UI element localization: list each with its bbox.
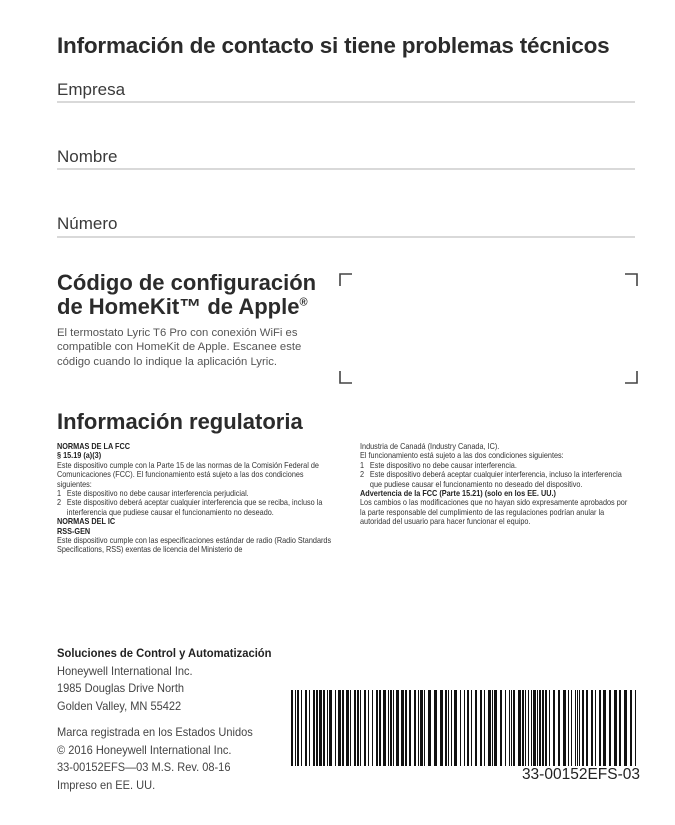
fcc-text: Este dispositivo cumple con la Parte 15 de las normas de la Comisión Federal de Comunicaciones (FCC). El funcionamiento está sujeto a las dos condiciones siguientes: bbox=[57, 460, 319, 489]
ic-heading: NORMAS DEL IC bbox=[57, 517, 116, 527]
list-item: 1 Este dispositivo no debe causar interferencia perjudicial. bbox=[57, 489, 249, 499]
field-line-nombre bbox=[57, 168, 635, 170]
printed-note: Impreso en EE. UU. bbox=[57, 777, 156, 792]
homekit-title-line1: Código de configuración bbox=[57, 270, 317, 295]
company-info bbox=[57, 645, 272, 794]
list-item: 2 Este dispositivo deberá aceptar cualquier interferencia que se reciba, incluso la interferencia que pudiese causar el funcionamiento no deseado. bbox=[57, 498, 323, 517]
company-name: Honeywell International Inc. bbox=[57, 663, 193, 678]
copyright-note: © 2016 Honeywell International Inc. bbox=[57, 742, 232, 757]
field-line-numero bbox=[57, 236, 635, 238]
code-frame-corner-tr bbox=[625, 273, 638, 286]
company-division: Soluciones de Control y Automatización bbox=[57, 646, 272, 660]
barcode bbox=[291, 690, 636, 766]
homekit-title bbox=[57, 271, 316, 319]
barcode-number: 33-00152EFS-03 bbox=[521, 766, 640, 783]
regulatory-column-right bbox=[360, 442, 630, 527]
trademark-note: Marca registrada en los Estados Unidos bbox=[57, 725, 253, 739]
fcc-warning-text: Los cambios o las modificaciones que no hayan sido expresamente aprobados por la parte responsable del cumplimiento de las regulaciones podrían anular la autoridad del usuario para hacer funcionar el equipo. bbox=[360, 498, 628, 527]
regulatory-title: Información regulatoria bbox=[57, 409, 303, 434]
fcc-warning-heading: Advertencia de la FCC (Parte 15.21) (solo en los EE. UU.) bbox=[360, 489, 556, 499]
contact-title: Información de contacto si tiene problemas técnicos bbox=[57, 33, 610, 58]
field-label-numero: Número bbox=[57, 214, 118, 233]
registered-mark: ® bbox=[299, 296, 308, 309]
code-frame-corner-tl bbox=[339, 273, 352, 286]
company-city: Golden Valley, MN 55422 bbox=[57, 698, 182, 713]
company-street: 1985 Douglas Drive North bbox=[57, 681, 185, 695]
field-label-empresa: Empresa bbox=[57, 80, 126, 99]
document-revision: 33-00152EFS—03 M.S. Rev. 08-16 bbox=[57, 760, 231, 774]
fcc-section: § 15.19 (a)(3) bbox=[57, 451, 102, 461]
regulatory-column-left bbox=[57, 442, 332, 555]
homekit-description: El termostato Lyric T6 Pro con conexión WiFi es compatible con HomeKit de Apple. Escanee este código cuando lo indique la aplicación Lyric. bbox=[57, 327, 302, 368]
ic-text: Industria de Canadá (Industry Canada, IC). bbox=[360, 442, 500, 451]
code-frame-corner-bl bbox=[339, 371, 352, 384]
field-line-empresa bbox=[57, 101, 635, 103]
ic-text-conditions: El funcionamiento está sujeto a las dos condiciones siguientes: bbox=[360, 451, 564, 461]
rss-heading: RSS-GEN bbox=[57, 526, 91, 536]
list-item: 2 Este dispositivo deberá aceptar cualquier interferencia, incluso la interferencia que pudiese causar el funcionamiento no deseado del dispositivo. bbox=[360, 470, 622, 489]
field-label-nombre: Nombre bbox=[57, 147, 118, 166]
rss-text: Este dispositivo cumple con las especificaciones estándar de radio (Radio Standards Specifications, RSS) exentas de licencia del Ministerio de bbox=[57, 536, 332, 555]
code-frame-corner-br bbox=[625, 371, 638, 384]
homekit-title-line2: de HomeKit™ de Apple bbox=[57, 294, 300, 319]
list-item: 1 Este dispositivo no debe causar interferencia. bbox=[360, 460, 517, 470]
fcc-heading: NORMAS DE LA FCC bbox=[57, 442, 130, 451]
